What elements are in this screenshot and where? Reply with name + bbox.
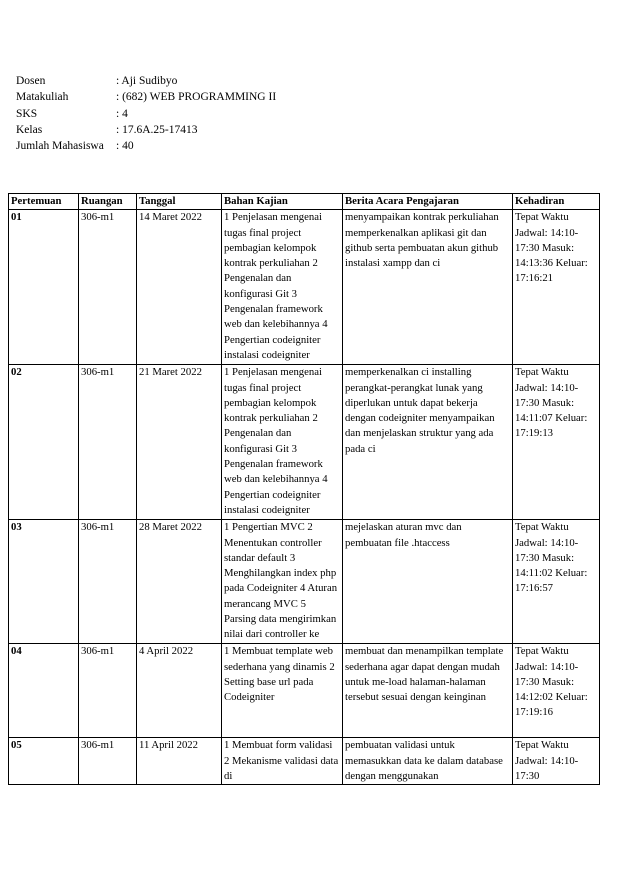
cell-kehadiran: Tepat Waktu Jadwal: 14:10-17:30 Masuk: 14:11:07 Keluar: 17:19:13	[515, 366, 588, 440]
info-value: : 40	[116, 140, 134, 153]
cell-bahan-kajian: 1 Pengertian MVC 2 Menentukan controller standar default 3 Menghilangkan index php pada Codeigniter 4 Aturan merancang MVC 5 Parsing data mengirimkan nilai dari controller ke	[224, 521, 338, 641]
info-label: Matakuliah	[16, 91, 69, 104]
cell-bahan-kajian: 1 Membuat form validasi 2 Mekanisme validasi data di	[224, 739, 339, 782]
info-row-sks	[16, 106, 276, 122]
cell-pertemuan: 02	[11, 366, 22, 379]
info-value: : 17.6A.25-17413	[116, 123, 198, 136]
course-info	[16, 73, 276, 154]
table-row	[9, 644, 600, 738]
cell-berita-acara: mejelaskan aturan mvc dan pembuatan file .htaccess	[345, 521, 462, 549]
cell-tanggal: 21 Maret 2022	[139, 366, 202, 379]
attendance-table	[8, 193, 600, 785]
column-header-bahan-kajian: Bahan Kajian	[222, 194, 343, 210]
info-label: SKS	[16, 107, 38, 120]
cell-ruangan: 306-m1	[81, 366, 115, 379]
table-row	[9, 520, 600, 644]
info-label: Dosen	[16, 75, 46, 87]
cell-berita-acara: pembuatan validasi untuk memasukkan data ke dalam database dengan menggunakan	[345, 739, 503, 782]
cell-pertemuan: 01	[11, 211, 22, 224]
column-header-tanggal: Tanggal	[137, 194, 222, 210]
cell-ruangan: 306-m1	[81, 521, 115, 534]
cell-berita-acara: memperkenalkan ci installing perangkat-perangkat lunak yang diperlukan untuk dapat bekerja dengan codeigniter menyampaikan dan menjelaskan struktur yang ada pada ci	[345, 366, 495, 455]
cell-kehadiran: Tepat Waktu Jadwal: 14:10-17:30 Masuk: 14:13:36 Keluar: 17:16:21	[515, 211, 588, 285]
info-row-matakuliah	[16, 89, 276, 105]
cell-bahan-kajian: 1 Penjelasan mengenai tugas final project pembagian kelompok kontrak perkuliahan 2 Pengenalan dan konfigurasi Git 3 Pengenalan framework web dan kelebihannya 4 Pengertian codeigniter instalasi codeigniter	[224, 366, 328, 516]
table-row	[9, 210, 600, 365]
cell-bahan-kajian: 1 Penjelasan mengenai tugas final project pembagian kelompok kontrak perkuliahan 2 Pengenalan dan konfigurasi Git 3 Pengenalan framework web dan kelebihannya 4 Pengertian codeigniter instalasi codeigniter	[224, 211, 328, 361]
info-value: : 4	[116, 107, 128, 120]
cell-kehadiran: Tepat Waktu Jadwal: 14:10-17:30 Masuk: 14:11:02 Keluar: 17:16:57	[515, 521, 588, 595]
table-header-row	[9, 194, 600, 210]
cell-berita-acara: menyampaikan kontrak perkuliahan memperkenalkan aplikasi git dan github serta pembuatan akun github instalasi xampp dan ci	[345, 211, 499, 270]
cell-ruangan: 306-m1	[81, 645, 115, 658]
cell-bahan-kajian: 1 Membuat template web sederhana yang dinamis 2 Setting base url pada Codeigniter	[224, 645, 335, 704]
column-header-kehadiran: Kehadiran	[513, 194, 600, 210]
cell-tanggal: 4 April 2022	[139, 645, 194, 658]
cell-tanggal: 28 Maret 2022	[139, 521, 202, 534]
column-header-ruangan: Ruangan	[79, 194, 137, 210]
table-row	[9, 365, 600, 520]
cell-berita-acara: membuat dan menampilkan template sederhana agar dapat dengan mudah untuk me-load halaman-halaman tersebut sesuai dengan keinginan	[345, 645, 504, 704]
info-label: Kelas	[16, 123, 43, 136]
info-value: : Aji Sudibyo	[116, 75, 178, 87]
info-row-kelas	[16, 122, 276, 138]
cell-ruangan: 306-m1	[81, 211, 115, 224]
cell-tanggal: 11 April 2022	[139, 739, 198, 752]
cell-kehadiran: Tepat Waktu Jadwal: 14:10-17:30 Masuk: 14:12:02 Keluar: 17:19:16	[515, 645, 588, 719]
info-row-jumlah-mahasiswa	[16, 138, 276, 154]
cell-pertemuan: 03	[11, 521, 22, 534]
table-row	[9, 738, 600, 785]
info-label: Jumlah Mahasiswa	[16, 140, 104, 153]
cell-pertemuan: 04	[11, 645, 22, 658]
cell-tanggal: 14 Maret 2022	[139, 211, 202, 224]
info-value: : (682) WEB PROGRAMMING II	[116, 91, 277, 104]
column-header-berita-acara: Berita Acara Pengajaran	[343, 194, 513, 210]
column-header-pertemuan: Pertemuan	[9, 194, 79, 210]
cell-kehadiran: Tepat Waktu Jadwal: 14:10-17:30	[515, 739, 579, 782]
info-row-dosen	[16, 73, 276, 89]
cell-pertemuan: 05	[11, 739, 22, 752]
cell-ruangan: 306-m1	[81, 739, 115, 752]
